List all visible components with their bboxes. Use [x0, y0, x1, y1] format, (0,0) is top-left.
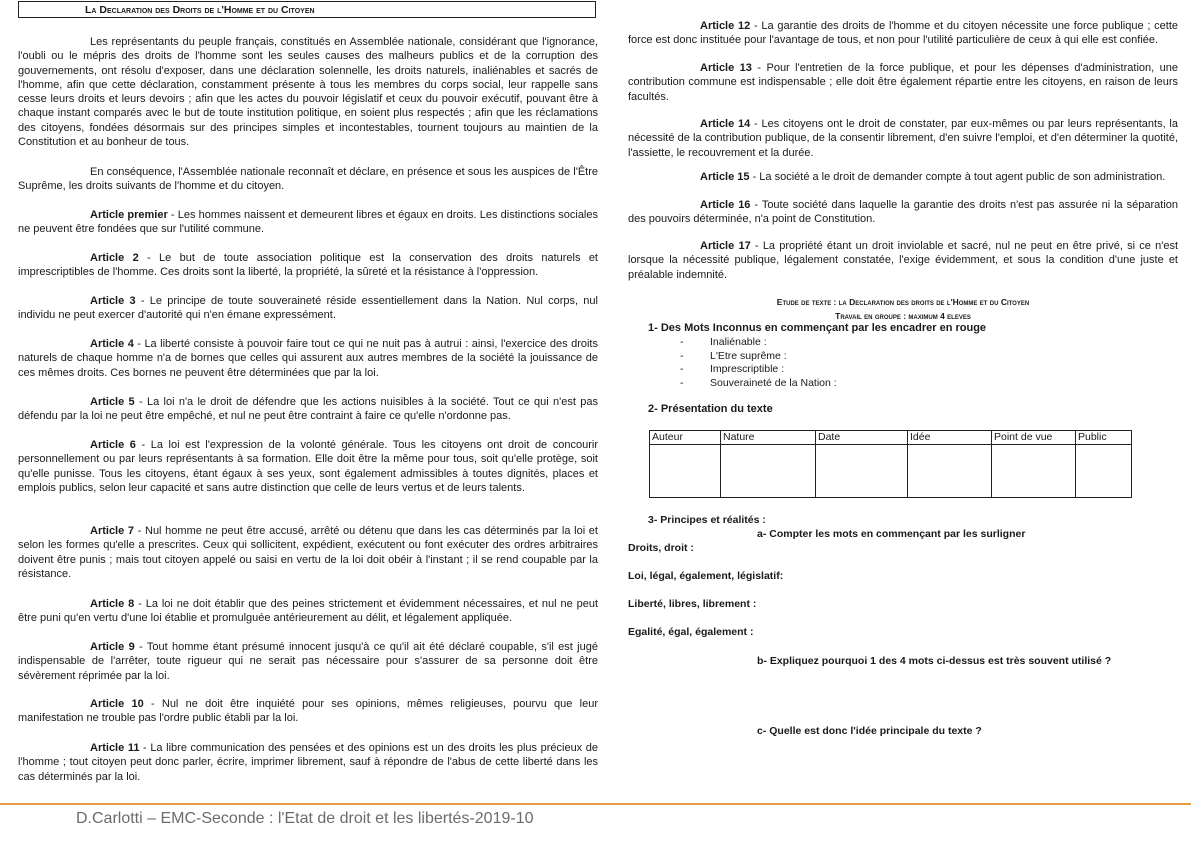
article-12: Article 12 - La garantie des droits de l'homme et du citoyen nécessite une force publique ; cette force est donc instituée pour l'avantage de tous, et non pour l'utilité particulière de ceux à qui elle est confiée. — [628, 20, 1179, 47]
question-1: 1- Des Mots Inconnus en commençant par les encadrer en rouge — [648, 322, 987, 334]
table-cell — [721, 445, 816, 498]
preamble-paragraph: Les représentants du peuple français, constitués en Assemblée nationale, considérant que l'ignorance, l'oubli ou le mépris des droits de l'homme sont les seules causes des malheurs publics et de la corruption des gouvernements, ont résolu d'exposer, dans une déclaration solennelle, les droits naturels, inaliénables et sacrés de l'homme, afin que cette déclaration, constamment présente à tous les membres du corps social, leur rappelle sans cesse leurs droits et leurs devoirs ; afin que les actes du pouvoir législatif et ceux du pouvoir exécutif, pouvant être à chaque instant comparés avec le but de toute institution politique, en soient plus respectés ; afin que les réclamations des citoyens, fondées désormais sur des principes simples et incontestables, tournent toujours au maintien de la Constitution et au bonheur de tous. — [18, 36, 598, 149]
table-header: Point de vue — [992, 431, 1076, 445]
word-count-loi: Loi, légal, également, législatif: — [628, 570, 784, 582]
table-cell — [908, 445, 992, 498]
article-2: Article 2 - Le but de toute association politique est la conservation des droits naturels et imprescriptibles de l'homme. Ces droits sont la liberté, la propriété, la sûreté et la résistance à l'oppression. — [18, 252, 598, 279]
table-cell — [1076, 445, 1132, 498]
article-17: Article 17 - La propriété étant un droit inviolable et sacré, nul ne peut en être privé, si ce n'est lorsque la nécessité publique, légalement constatée, l'exige évidemment, et sous la condition d'une juste et préalable indemnité. — [628, 240, 1179, 281]
word-count-droits: Droits, droit : — [628, 542, 694, 554]
table-header: Nature — [721, 431, 816, 445]
presentation-table — [649, 430, 1132, 498]
list-item: - Souveraineté de la Nation : — [680, 377, 837, 391]
table-cell — [650, 445, 721, 498]
list-item: - Imprescriptible : — [680, 363, 837, 377]
article-3: Article 3 - Le principe de toute souveraineté réside essentiellement dans la Nation. Nul corps, nul individu ne peut exercer d'autorité qui n'en émane expressément. — [18, 295, 598, 322]
list-item: - L'Etre suprême : — [680, 350, 837, 364]
document-title: La Declaration des Droits de l'Homme et du Citoyen — [18, 1, 596, 18]
exercise-title: Etude de texte : la Declaration des droits de l'Homme et du Citoyen — [776, 297, 1030, 307]
article-10: Article 10 - Nul ne doit être inquiété pour ses opinions, mêmes religieuses, pourvu que leur manifestation ne trouble pas l'ordre public établi par la loi. — [18, 698, 598, 725]
article-15: Article 15 - La société a le droit de demander compte à tout agent public de son administration. — [700, 171, 1166, 183]
footer-rule — [0, 803, 1191, 805]
table-cell — [816, 445, 908, 498]
article-11: Article 11 - La libre communication des pensées et des opinions est un des droits les plus précieux de l'homme ; tout citoyen peut donc parler, écrire, imprimer librement, sauf à répondre de l'abus de cette liberté dans les cas déterminés par la loi. — [18, 742, 599, 783]
exercise-subtitle: Travail en groupe : maximum 4 eleves — [835, 311, 971, 321]
table-cell — [992, 445, 1076, 498]
article-13: Article 13 - Pour l'entretien de la force publique, et pour les dépenses d'administration, une contribution commune est indispensable ; elle doit être également répartie entre les citoyens, en raison de leurs facultés. — [628, 62, 1178, 103]
table-header: Public — [1076, 431, 1132, 445]
article-8: Article 8 - La loi ne doit établir que des peines strictement et évidemment nécessaires, et nul ne peut être puni qu'en vertu d'une loi établie et promulguée antérieurement au délit, et légalement appliquée. — [18, 598, 599, 625]
table-header: Auteur — [650, 431, 721, 445]
list-item: - Inaliénable : — [680, 336, 837, 350]
article-9: Article 9 - Tout homme étant présumé innocent jusqu'à ce qu'il ait été déclaré coupable, s'il est jugé indispensable de l'arrêter, toute rigueur qui ne serait pas nécessaire pour s'assurer de sa personne doit être sévèrement réprimée par la loi. — [18, 641, 598, 682]
word-count-liberte: Liberté, libres, librement : — [628, 598, 757, 610]
unknown-words-list — [680, 336, 837, 390]
article-6: Article 6 - La loi est l'expression de la volonté générale. Tous les citoyens ont droit de concourir personnellement ou par leurs représentants à sa formation. Elle doit être la même pour tous, soit qu'elle protège, soit qu'elle punisse. Tous les citoyens, étant égaux à ses yeux, sont également admissibles à toutes dignités, places et emplois publics, selon leur capacité et sans autre distinction que celle de leurs vertus et de leurs talents. — [18, 439, 598, 494]
article-4: Article 4 - La liberté consiste à pouvoir faire tout ce qui ne nuit pas à autrui : ainsi, l'exercice des droits naturels de chaque homme n'a de bornes que celles qui assurent aux autres membres de la société la jouissance de ces mêmes droits. Ces bornes ne peuvent être déterminées que par la loi. — [18, 338, 598, 379]
article-14: Article 14 - Les citoyens ont le droit de constater, par eux-mêmes ou par leurs représentants, la nécessité de la contribution publique, de la consentir librement, d'en suivre l'emploi, et d'en déterminer la quotité, l'assiette, le recouvrement et la durée. — [628, 118, 1178, 159]
preamble-paragraph-2: En conséquence, l'Assemblée nationale reconnaît et déclare, en présence et sous les auspices de l'Être Suprême, les droits suivants de l'homme et du citoyen. — [18, 166, 598, 193]
question-3c: c- Quelle est donc l'idée principale du texte ? — [757, 725, 982, 737]
question-3b: b- Expliquez pourquoi 1 des 4 mots ci-dessus est très souvent utilisé ? — [757, 655, 1112, 667]
article-7: Article 7 - Nul homme ne peut être accusé, arrêté ou détenu que dans les cas déterminés par la loi et selon les formes qu'elle a prescrites. Ceux qui sollicitent, expédient, exécutent ou font exécuter des ordres arbitraires doivent être punis ; mais tout citoyen appelé ou saisi en vertu de la loi doit obéir à l'instant ; il se rend coupable par la résistance. — [18, 525, 598, 580]
article-5: Article 5 - La loi n'a le droit de défendre que les actions nuisibles à la société. Tout ce qui n'est pas défendu par la loi ne peut être empêché, et nul ne peut être contraint à faire ce qu'elle n'ordonne pas. — [18, 396, 598, 423]
question-3: 3- Principes et réalités : — [648, 514, 766, 526]
article-16: Article 16 - Toute société dans laquelle la garantie des droits n'est pas assurée ni la séparation des pouvoirs déterminée, n'a point de Constitution. — [628, 199, 1178, 226]
table-header: Idée — [908, 431, 992, 445]
footer-text: D.Carlotti – EMC-Seconde : l'Etat de droit et les libertés-2019-10 — [76, 810, 534, 827]
word-count-egalite: Egalité, égal, également : — [628, 626, 754, 638]
question-2: 2- Présentation du texte — [648, 403, 773, 415]
table-header: Date — [816, 431, 908, 445]
question-3a: a- Compter les mots en commençant par les surligner — [757, 528, 1026, 540]
article-1: Article premier - Les hommes naissent et demeurent libres et égaux en droits. Les distinctions sociales ne peuvent être fondées que sur l'utilité commune. — [18, 209, 598, 236]
